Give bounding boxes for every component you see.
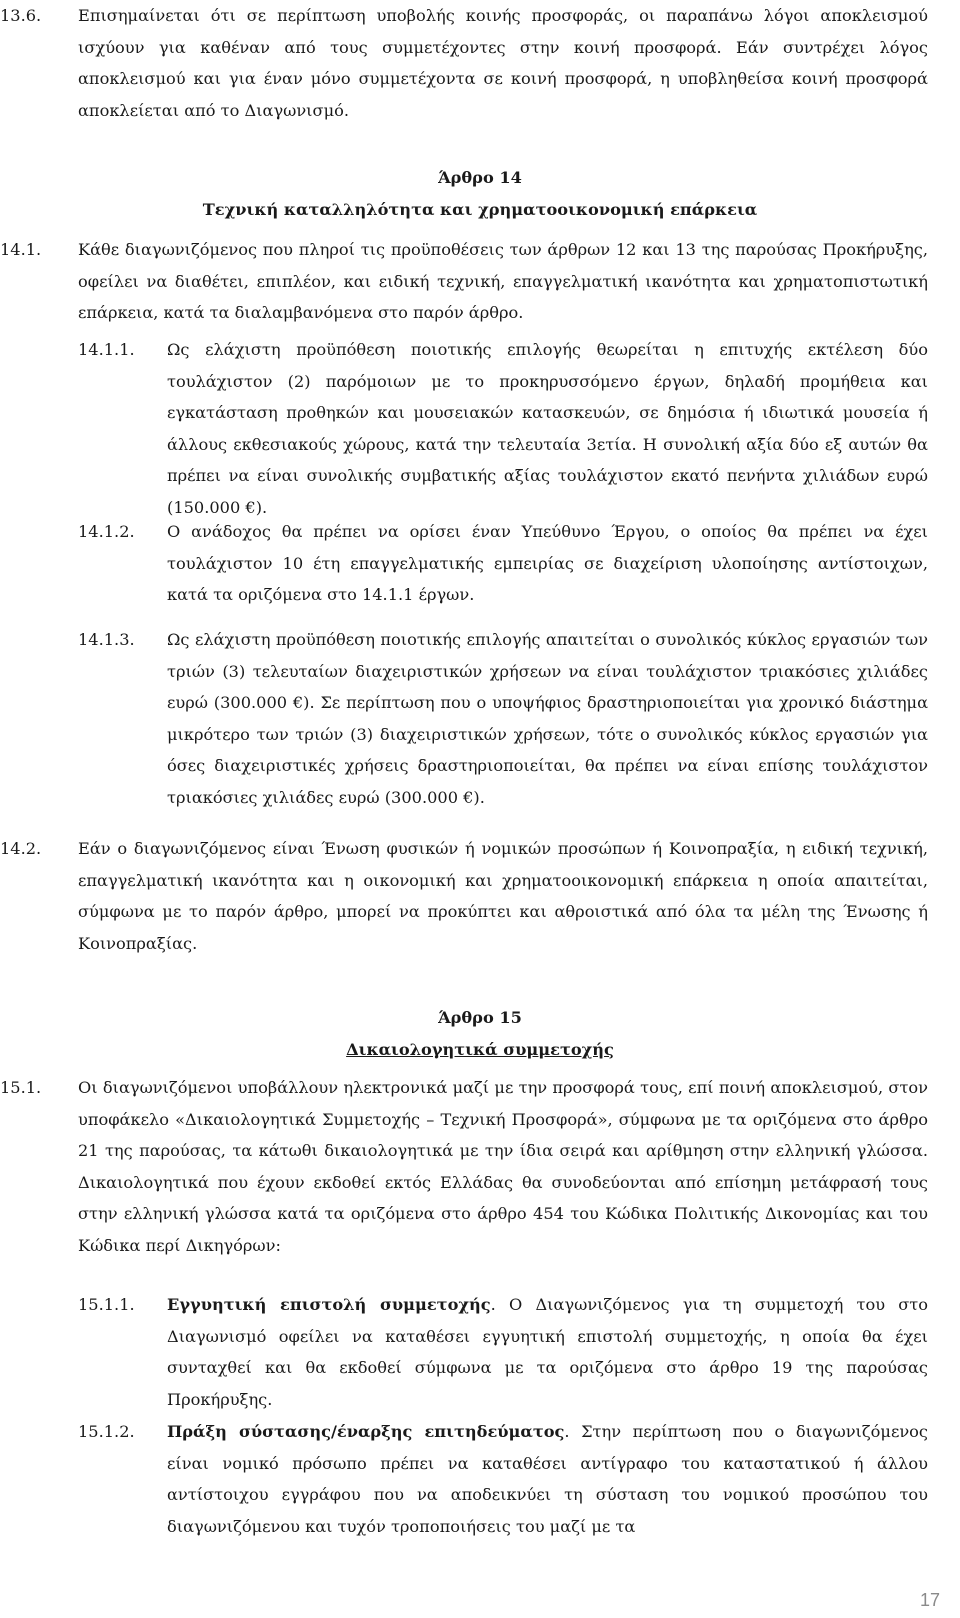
paragraph-13-6: Επισημαίνεται ότι σε περίπτωση υποβολής κοινής προσφοράς, οι παραπάνω λόγοι αποκλεισμού ισχύουν για καθέναν από τους συμμετέχοντες στην κοινή προσφορά. Εάν συντρέχει λόγος αποκλεισμού και για έναν μόνο συμμετέχοντα σε κοινή προσφορά, η υποβληθείσα κοινή προσφορά αποκλείεται από το Διαγωνισμό. [78,6,928,120]
section-number-14-2: 14.2. [0,839,42,858]
article-14-subtitle: Τεχνική καταλληλότητα και χρηματοοικονομική επάρκεια [202,200,758,219]
paragraph-14-1: Κάθε διαγωνιζόμενος που πληροί τις προϋποθέσεις των άρθρων 12 και 13 της παρούσας Προκήρυξης, οφείλει να διαθέτει, επιπλέον, και ειδική τεχνική, επαγγελματική ικανότητα και χρηματοπιστωτική επάρκεια, κατά τα διαλαμβανόμενα στο παρόν άρθρο. [78,240,928,322]
article-15-subtitle-wrap [0,1034,960,1066]
section-number-14-1-1: 14.1.1. [78,340,135,359]
paragraph-14-1-2: Ο ανάδοχος θα πρέπει να ορίσει έναν Υπεύθυνο Έργου, ο οποίος θα πρέπει να έχει τουλάχιστον 10 έτη επαγγελματικής εμπειρίας σε διαχείριση υλοποίησης αντίστοιχων, κατά τα οριζόμενα στο 14.1.1 έργων. [167,522,928,604]
section-number-14-1-2: 14.1.2. [78,522,135,541]
paragraph-15-1-1 [167,1289,928,1415]
section-number-13-6: 13.6. [0,6,42,25]
paragraph-15-1-1-lead: Εγγυητική επιστολή συμμετοχής [167,1295,491,1314]
article-14-title: Άρθρο 14 [438,168,522,187]
paragraph-14-2: Εάν ο διαγωνιζόμενος είναι Ένωση φυσικών ή νομικών προσώπων ή Κοινοπραξία, η ειδική τεχνική, επαγγελματική ικανότητα και η οικονομική και χρηματοοικονομική επάρκεια η οποία απαιτείται, σύμφωνα με το παρόν άρθρο, μπορεί να προκύπτει και αθροιστικά από όλα τα μέλη της Ένωσης ή Κοινοπραξίας. [78,839,928,953]
section-number-15-1: 15.1. [0,1078,42,1097]
paragraph-14-1-3: Ως ελάχιστη προϋπόθεση ποιοτικής επιλογής απαιτείται ο συνολικός κύκλος εργασιών των τριών (3) τελευταίων διαχειριστικών χρήσεων να είναι τουλάχιστον τριακόσιες χιλιάδες ευρώ (300.000 €). Σε περίπτωση που ο υποψήφιος δραστηριοποιείται για χρονικό διάστημα μικρότερο των τριών (3) διαχειριστικών χρήσεων, τότε ο συνολικός κύκλος εργασιών για όσες διαχειριστικές χρήσεις δραστηριοποιείται, θα πρέπει να είναι επίσης τουλάχιστον τριακόσιες χιλιάδες ευρώ (300.000 €). [167,630,928,807]
section-number-14-1-3: 14.1.3. [78,630,135,649]
paragraph-15-1-2 [167,1416,928,1542]
paragraph-15-1-1-body: . Ο Διαγωνιζόμενος για τη συμμετοχή του στο Διαγωνισμό οφείλει να καταθέσει εγγυητική επιστολή συμμετοχής, η οποία θα έχει συνταχθεί και θα εκδοθεί σύμφωνα με τα οριζόμενα στο άρθρο 19 της παρούσας Προκήρυξης. [167,1295,929,1409]
article-15-title: Άρθρο 15 [438,1008,522,1027]
section-number-15-1-2: 15.1.2. [78,1422,135,1441]
section-number-14-1: 14.1. [0,240,42,259]
paragraph-14-1-1: Ως ελάχιστη προϋπόθεση ποιοτικής επιλογής θεωρείται η επιτυχής εκτέλεση δύο τουλάχιστον (2) παρόμοιων με το προκηρυσσόμενο έργων, δηλαδή προμήθεια και εγκατάσταση προθηκών και μουσειακών κατασκευών, σε δημόσια ή ιδιωτικά μουσεία ή άλλους εκθεσιακούς χώρους, κατά την τελευταία 3ετία. Η συνολική αξία δύο εξ αυτών θα πρέπει να είναι συνολικής συμβατικής αξίας τουλάχιστον εκατό πενήντα χιλιάδων ευρώ (150.000 €). [167,340,928,517]
section-number-15-1-1: 15.1.1. [78,1295,135,1314]
paragraph-15-1-2-lead: Πράξη σύστασης/έναρξης επιτηδεύματος [167,1422,565,1441]
page-number: 17 [920,1590,941,1610]
paragraph-15-1-2-body: . Στην περίπτωση που ο διαγωνιζόμενος είναι νομικό πρόσωπο πρέπει να καταθέσει αντίγραφο του καταστατικού ή άλλου αντίστοιχου εγγράφου που να αποδεικνύει τη σύσταση του νομικού προσώπου του διαγωνιζόμενου και τυχόν τροποποιήσεις του μαζί με τα [167,1422,928,1536]
article-15-subtitle: Δικαιολογητικά συμμετοχής [346,1040,614,1059]
paragraph-15-1: Οι διαγωνιζόμενοι υποβάλλουν ηλεκτρονικά μαζί με την προσφορά τους, επί ποινή αποκλεισμού, στον υποφάκελο «Δικαιολογητικά Συμμετοχής – Τεχνική Προσφορά», σύμφωνα με τα οριζόμενα στο άρθρο 21 της παρούσας, τα κάτωθι δικαιολογητικά με την ίδια σειρά και αρίθμηση στην ελληνική γλώσσα. Δικαιολογητικά που έχουν εκδοθεί εκτός Ελλάδας θα συνοδεύονται από επίσημη μετάφρασή τους στην ελληνική γλώσσα κατά τα οριζόμενα στο άρθρο 454 του Κώδικα Πολιτικής Δικονομίας και του Κώδικα περί Δικηγόρων: [78,1078,928,1255]
